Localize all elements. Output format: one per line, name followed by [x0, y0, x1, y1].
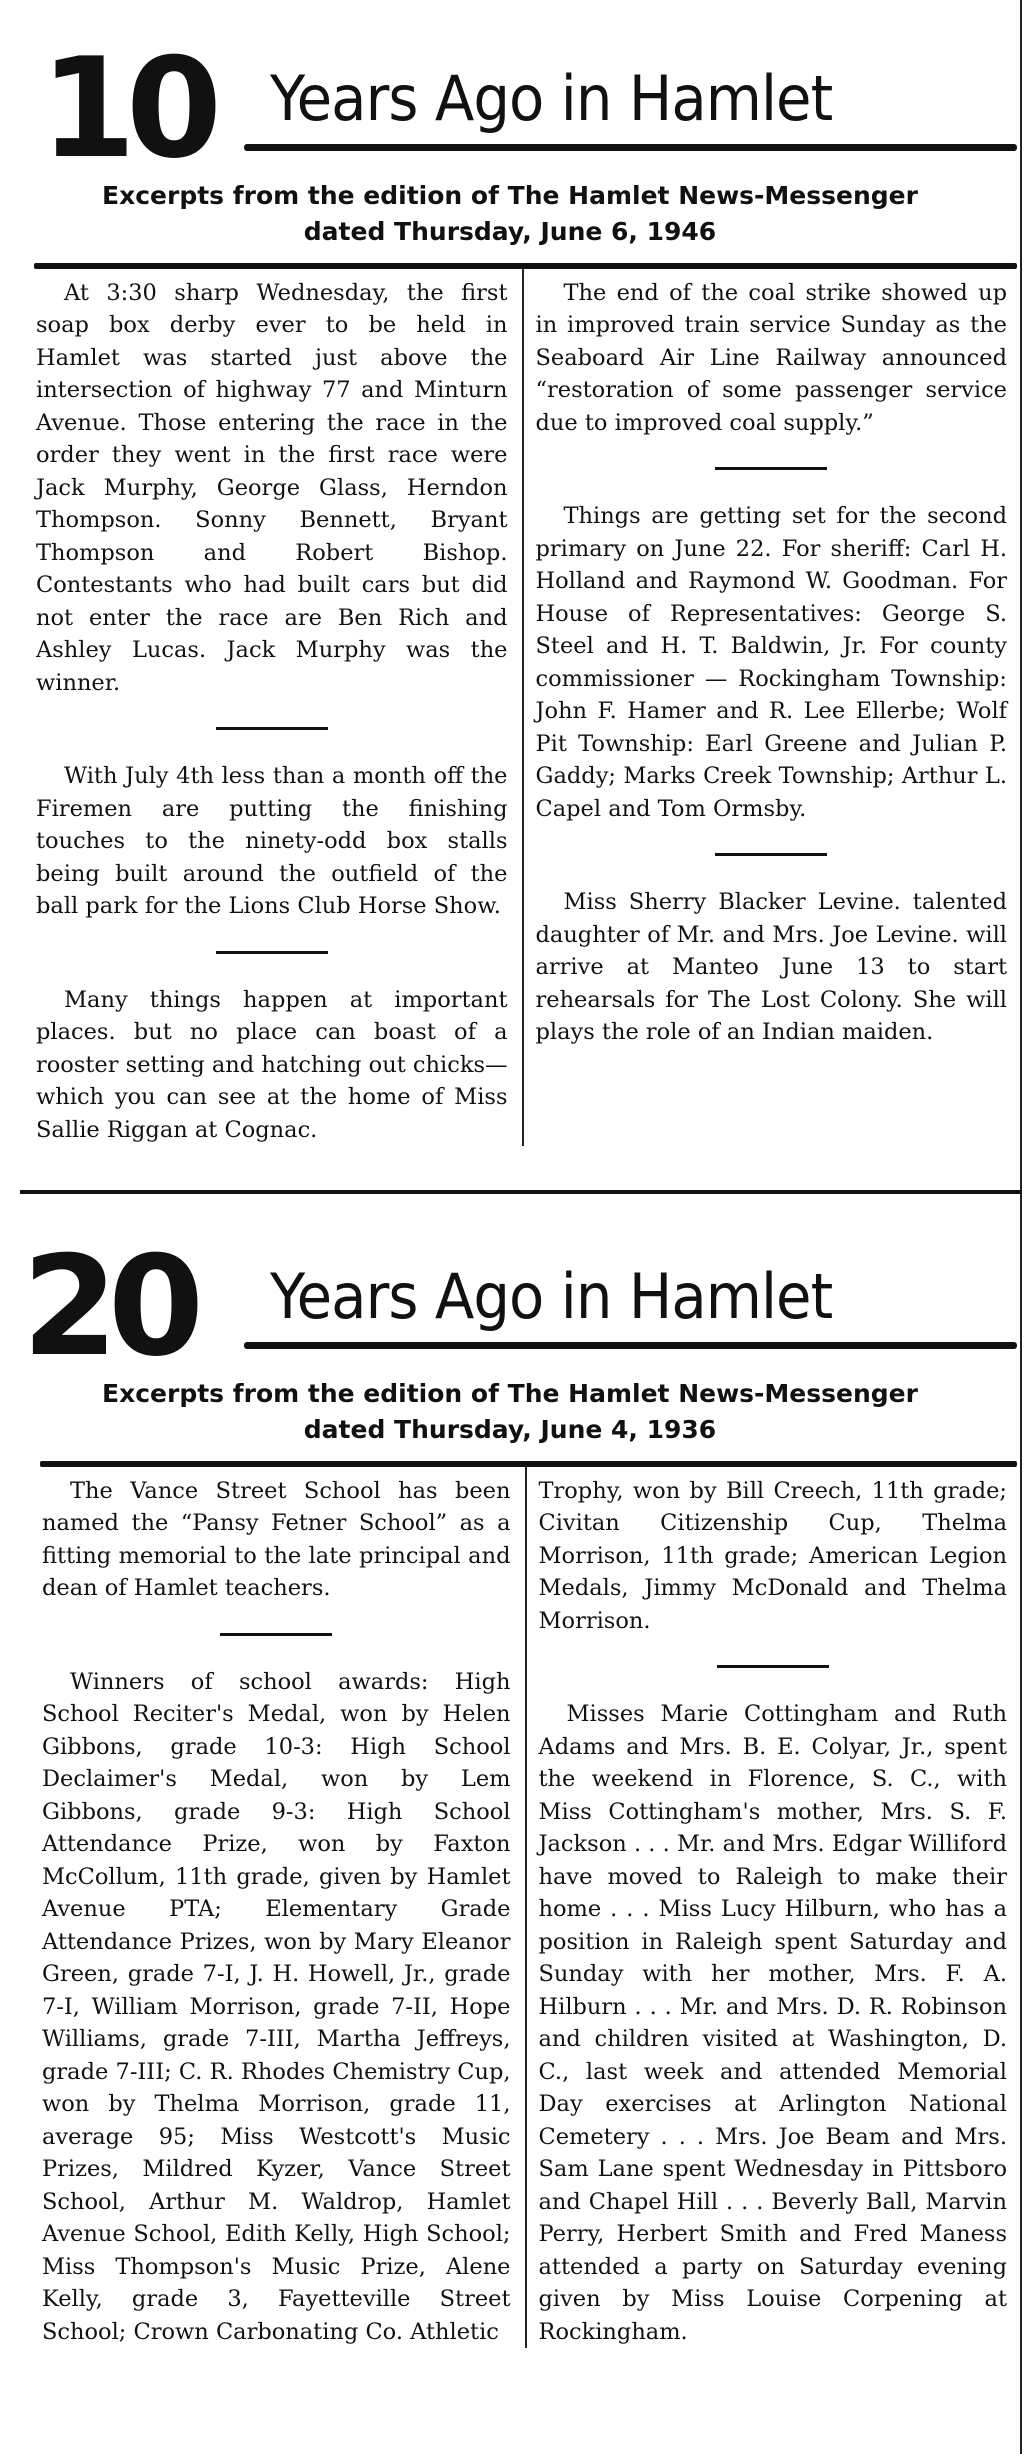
masthead [0, 1218, 1020, 1387]
subhead-line-2: dated Thursday, June 6, 1946 [303, 217, 717, 247]
right-column [527, 1467, 1018, 2349]
item-rooster: Many things happen at important places. but no place can boast of a rooster setting and hatching out chicks—which you can see at the home of Miss Sallie Riggan at Cognac. [36, 986, 508, 1143]
item-sherry-levine: Miss Sherry Blacker Levine. talented daughter of Mr. and Mrs. Joe Levine. will arrive at Manteo June 13 to start rehearsals for The Lost Colony. She will plays the role of an Indian maiden. [535, 889, 1007, 1045]
item-social-notes: Misses Marie Cottingham and Ruth Adams and Mrs. B. E. Colyar, Jr., spent the weekend in Florence, S. C., with Miss Cottingham's mother, Mrs. S. F. Jackson . . . Mr. and Mrs. Edgar Williford have moved to Raleigh to make their home . . . Miss Lucy Hilburn, who has a position in Raleigh spent Saturday and Sunday with her mother, Mrs. F. A. Hilburn . . . Mr. and Mrs. D. R. Robinson and children visited at Washington, D. C., last week and attended Memorial Day exercises at Arlington National Cemetery . . . Mrs. Joe Beam and Mrs. Sam Lane spent Wednesday in Pittsboro and Chapel Hill . . . Beverly Ball, Marvin Perry, Herbert Smith and Fred Maness attended a party on Saturday evening given by Miss Louise Corpening at Rockingham. [538, 1701, 1007, 2345]
item-separator [216, 951, 328, 954]
page-edge-rule [1020, 0, 1022, 2454]
left-column [34, 269, 522, 1147]
right-column [524, 269, 1018, 1147]
item-separator [715, 853, 827, 856]
item-separator [220, 1633, 332, 1636]
title-underline [244, 144, 1017, 151]
item-soap-box-derby: At 3:30 sharp Wednesday, the first soap box derby ever to be held in Hamlet was started just above the intersection of highway 77 and Minturn Avenue. Those entering the race in the order they went in the first race were Jack Murphy, George Glass, Herndon Thompson. Sonny Bennett, Bryant Thompson and Robert Bishop. Contestants who had built cars but did not enter the race are Ben Rich and Ashley Lucas. Jack Murphy was the winner. [36, 279, 508, 696]
column-title: Years Ago in Hamlet [270, 1260, 833, 1333]
left-column [40, 1467, 525, 2349]
years-number: 10 [40, 28, 213, 189]
column-title: Years Ago in Hamlet [270, 62, 833, 135]
years-number: 20 [22, 1226, 195, 1387]
item-horse-show-stalls: With July 4th less than a month off the Firemen are putting the finishing touches to the ninety-odd box stalls being built around the outfield of the ball park for the Lions Club Horse Show. [36, 763, 508, 919]
item-school-awards: Winners of school awards: High School Reciter's Medal, won by Helen Gibbons, grade 10-3: High School Declaimer's Medal, won by Lem Gibbons, grade 9-3: High School Attendance Prize, won by Faxton McCollum, 11th grade, given by Hamlet Avenue PTA; Elementary Grade Attendance Prizes, won by Mary Eleanor Green, grade 7-I, J. H. Howell, Jr., grade 7-I, William Morrison, grade 7-II, Hope Williams, grade 7-III, Martha Jeffreys, grade 7-III; C. R. Rhodes Chemistry Cup, won by Thelma Morrison, grade 11, average 95; Miss Westcott's Music Prizes, Mildred Kyzer, Vance Street School, Arthur M. Waldrop, Hamlet Avenue School, Edith Kelly, High School; Miss Thompson's Music Prize, Alene Kelly, grade 3, Fayetteville Street School; Crown Carbonating Co. Athletic [42, 1668, 511, 2345]
item-separator [717, 1665, 829, 1668]
subhead-line-1: Excerpts from the edition of The Hamlet News-Messenger [102, 181, 918, 210]
item-awards-continued: Trophy, won by Bill Creech, 11th grade; Civitan Citizenship Cup, Thelma Morrison, 11th grade; American Legion Medals, Jimmy McDonald and Thelma Morrison. [538, 1477, 1007, 1634]
section-20-years-ago [0, 1218, 1020, 2348]
article-columns [40, 1467, 1017, 2349]
section-10-years-ago [0, 20, 1020, 1146]
item-coal-strike: The end of the coal strike showed up in improved train service Sunday as the Seaboard Air Line Railway announced “restoration of some passenger service due to improved coal supply.” [535, 279, 1007, 436]
subhead-line-2: dated Thursday, June 4, 1936 [303, 1415, 717, 1445]
item-separator [715, 467, 827, 470]
section-break-rule [20, 1190, 1020, 1194]
masthead [0, 20, 1020, 189]
subhead-line-1: Excerpts from the edition of The Hamlet News-Messenger [102, 1379, 918, 1408]
item-second-primary: Things are getting set for the second primary on June 22. For sheriff: Carl H. Holland and Raymond W. Goodman. For House of Representatives: George S. Steel and H. T. Baldwin, Jr. For county commissioner — Rockingham Township: John F. Hamer and R. Lee Ellerbe; Wolf Pit Township: Earl Greene and Julian P. Gaddy; Marks Creek Township; Arthur L. Capel and Tom Ormsby. [535, 503, 1007, 822]
title-underline [244, 1342, 1017, 1349]
article-columns [34, 269, 1017, 1147]
item-pansy-fetner-school: The Vance Street School has been named the “Pansy Fetner School” as a fitting memorial to the late principal and dean of Hamlet teachers. [42, 1477, 511, 1601]
item-separator [216, 727, 328, 730]
